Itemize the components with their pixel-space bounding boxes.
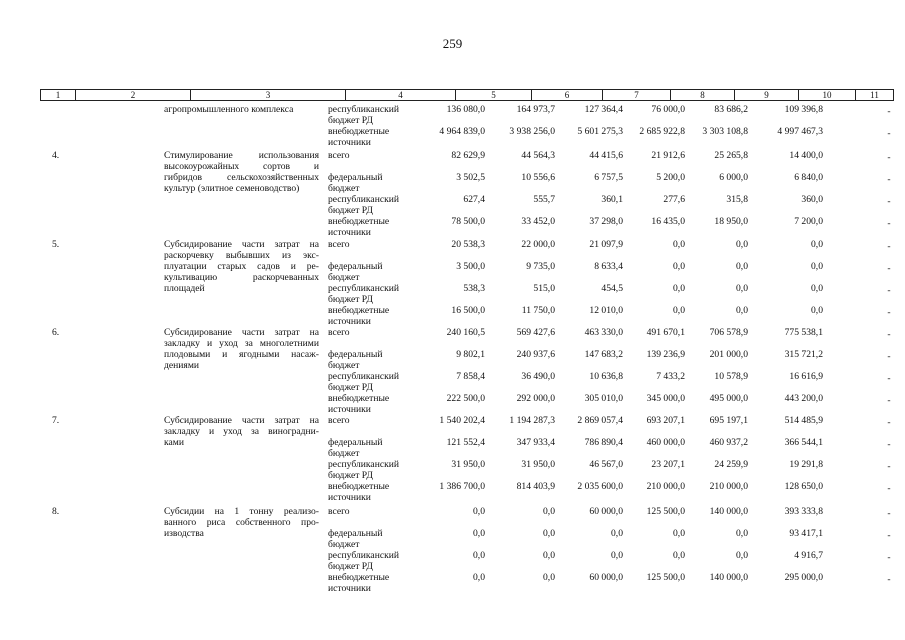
funding-source: бюджет РД <box>328 470 373 481</box>
funding-source: всего <box>328 150 350 161</box>
empty-marker: - <box>887 439 891 450</box>
measure-description: культивацию раскорчеванных <box>164 272 319 283</box>
value-cell: 10 578,9 <box>714 371 748 382</box>
value-cell: 6 000,0 <box>719 172 748 183</box>
column-header: 3 <box>191 90 346 101</box>
value-cell: 21 912,6 <box>651 150 685 161</box>
column-header: 1 <box>41 90 76 101</box>
value-cell: 21 097,9 <box>589 239 623 250</box>
funding-source: источники <box>328 137 371 148</box>
value-cell: 786 890,4 <box>584 437 623 448</box>
measure-description: дениями <box>164 360 200 371</box>
value-cell: 31 950,0 <box>451 459 485 470</box>
measure-description: ванного риса собственного про- <box>164 517 319 528</box>
funding-source: источники <box>328 404 371 415</box>
value-cell: 222 500,0 <box>446 393 485 404</box>
measure-description: раскорчевку выбывших из экс- <box>164 250 319 261</box>
value-cell: 12 010,0 <box>589 305 623 316</box>
measure-description: культур (элитное семеноводство) <box>164 183 300 194</box>
value-cell: 201 000,0 <box>709 349 748 360</box>
value-cell: 125 500,0 <box>646 506 685 517</box>
value-cell: 514 485,9 <box>784 415 823 426</box>
value-cell: 0,0 <box>673 550 685 561</box>
value-cell: 292 000,0 <box>516 393 555 404</box>
empty-marker: - <box>887 106 891 117</box>
value-cell: 277,6 <box>663 194 685 205</box>
value-cell: 0,0 <box>673 283 685 294</box>
value-cell: 4 916,7 <box>794 550 823 561</box>
funding-source: внебюджетные <box>328 481 390 492</box>
funding-source: внебюджетные <box>328 126 390 137</box>
measure-description: высокоурожайных сортов и <box>164 161 319 172</box>
value-cell: 6 757,5 <box>594 172 623 183</box>
funding-source: бюджет <box>328 183 360 194</box>
value-cell: 25 265,8 <box>714 150 748 161</box>
value-cell: 16 616,9 <box>789 371 823 382</box>
column-header: 7 <box>603 90 671 101</box>
value-cell: 5 601 275,3 <box>577 126 623 137</box>
value-cell: 495 000,0 <box>709 393 748 404</box>
value-cell: 0,0 <box>543 528 555 539</box>
empty-marker: - <box>887 373 891 384</box>
value-cell: 627,4 <box>463 194 485 205</box>
value-cell: 460 000,0 <box>646 437 685 448</box>
column-header: 5 <box>456 90 532 101</box>
funding-source: бюджет <box>328 539 360 550</box>
value-cell: 18 950,0 <box>714 216 748 227</box>
value-cell: 125 500,0 <box>646 572 685 583</box>
value-cell: 6 840,0 <box>794 172 823 183</box>
row-number: 4. <box>52 150 60 161</box>
value-cell: 1 386 700,0 <box>439 481 485 492</box>
value-cell: 555,7 <box>533 194 555 205</box>
empty-marker: - <box>887 285 891 296</box>
value-cell: 3 502,5 <box>456 172 485 183</box>
page-number: 259 <box>442 36 463 51</box>
value-cell: 7 200,0 <box>794 216 823 227</box>
funding-source: внебюджетные <box>328 305 390 316</box>
column-header: 9 <box>735 90 799 101</box>
value-cell: 0,0 <box>473 506 485 517</box>
measure-description: Субсидии на 1 тонну реализо- <box>164 506 319 517</box>
value-cell: 128 650,0 <box>784 481 823 492</box>
funding-source: бюджет РД <box>328 294 373 305</box>
funding-source: республиканский <box>328 104 400 115</box>
value-cell: 295 000,0 <box>784 572 823 583</box>
value-cell: 3 303 108,8 <box>702 126 748 137</box>
value-cell: 0,0 <box>673 528 685 539</box>
funding-source: источники <box>328 316 371 327</box>
funding-source: источники <box>328 492 371 503</box>
funding-source: федеральный <box>328 261 383 272</box>
row-number: 7. <box>52 415 60 426</box>
empty-marker: - <box>887 508 891 519</box>
value-cell: 7 858,4 <box>456 371 485 382</box>
funding-source: федеральный <box>328 349 383 360</box>
value-cell: 463 330,0 <box>584 327 623 338</box>
value-cell: 814 403,9 <box>516 481 555 492</box>
funding-source: республиканский <box>328 371 400 382</box>
value-cell: 60 000,0 <box>589 506 623 517</box>
value-cell: 10 636,8 <box>589 371 623 382</box>
column-header: 6 <box>532 90 603 101</box>
funding-source: бюджет РД <box>328 561 373 572</box>
value-cell: 240 160,5 <box>446 327 485 338</box>
value-cell: 0,0 <box>736 261 748 272</box>
value-cell: 3 938 256,0 <box>509 126 555 137</box>
value-cell: 347 933,4 <box>516 437 555 448</box>
funding-source: всего <box>328 415 350 426</box>
empty-marker: - <box>887 152 891 163</box>
value-cell: 83 686,2 <box>714 104 748 115</box>
funding-source: всего <box>328 239 350 250</box>
value-cell: 360,1 <box>601 194 623 205</box>
value-cell: 0,0 <box>473 572 485 583</box>
row-number: 8. <box>52 506 60 517</box>
value-cell: 11 750,0 <box>521 305 555 316</box>
measure-description: ками <box>164 437 184 448</box>
value-cell: 0,0 <box>673 261 685 272</box>
value-cell: 305 010,0 <box>584 393 623 404</box>
empty-marker: - <box>887 174 891 185</box>
funding-source: бюджет РД <box>328 382 373 393</box>
measure-description: агропромышленного комплекса <box>164 104 294 115</box>
column-header: 10 <box>799 90 856 101</box>
value-cell: 9 735,0 <box>526 261 555 272</box>
value-cell: 140 000,0 <box>709 572 748 583</box>
funding-source: источники <box>328 583 371 594</box>
funding-source: бюджет <box>328 360 360 371</box>
value-cell: 24 259,9 <box>714 459 748 470</box>
measure-description: гибридов сельскохозяйственных <box>164 172 319 183</box>
value-cell: 4 964 839,0 <box>439 126 485 137</box>
value-cell: 3 500,0 <box>456 261 485 272</box>
value-cell: 2 869 057,4 <box>577 415 623 426</box>
funding-source: бюджет <box>328 448 360 459</box>
value-cell: 315,8 <box>726 194 748 205</box>
value-cell: 360,0 <box>801 194 823 205</box>
measure-description: изводства <box>164 528 204 539</box>
value-cell: 491 670,1 <box>646 327 685 338</box>
value-cell: 240 937,6 <box>516 349 555 360</box>
value-cell: 0,0 <box>736 283 748 294</box>
funding-source: всего <box>328 506 350 517</box>
measure-description: площадей <box>164 283 205 294</box>
value-cell: 78 500,0 <box>451 216 485 227</box>
value-cell: 140 000,0 <box>709 506 748 517</box>
value-cell: 93 417,1 <box>789 528 823 539</box>
value-cell: 10 556,6 <box>521 172 555 183</box>
value-cell: 44 564,3 <box>521 150 555 161</box>
value-cell: 0,0 <box>473 550 485 561</box>
measure-description: закладку и уход за виноградни- <box>164 426 319 437</box>
value-cell: 2 685 922,8 <box>639 126 685 137</box>
value-cell: 695 197,1 <box>709 415 748 426</box>
value-cell: 16 500,0 <box>451 305 485 316</box>
value-cell: 20 538,3 <box>451 239 485 250</box>
value-cell: 0,0 <box>811 283 823 294</box>
empty-marker: - <box>887 461 891 472</box>
empty-marker: - <box>887 395 891 406</box>
value-cell: 8 633,4 <box>594 261 623 272</box>
row-number: 5. <box>52 239 60 250</box>
value-cell: 16 435,0 <box>651 216 685 227</box>
value-cell: 0,0 <box>611 528 623 539</box>
value-cell: 76 000,0 <box>651 104 685 115</box>
value-cell: 0,0 <box>811 239 823 250</box>
value-cell: 0,0 <box>673 305 685 316</box>
measure-description: Субсидирование части затрат на <box>164 415 319 426</box>
value-cell: 147 683,2 <box>584 349 623 360</box>
empty-marker: - <box>887 218 891 229</box>
empty-marker: - <box>887 241 891 252</box>
value-cell: 454,5 <box>601 283 623 294</box>
funding-source: республиканский <box>328 550 400 561</box>
value-cell: 1 194 287,3 <box>509 415 555 426</box>
value-cell: 0,0 <box>543 572 555 583</box>
value-cell: 0,0 <box>736 305 748 316</box>
value-cell: 515,0 <box>533 283 555 294</box>
funding-source: федеральный <box>328 528 383 539</box>
value-cell: 9 802,1 <box>456 349 485 360</box>
value-cell: 60 000,0 <box>589 572 623 583</box>
empty-marker: - <box>887 128 891 139</box>
value-cell: 569 427,6 <box>516 327 555 338</box>
measure-description: Стимулирование использования <box>164 150 319 161</box>
measure-description: плуатации старых садов и ре- <box>164 261 319 272</box>
value-cell: 31 950,0 <box>521 459 555 470</box>
funding-source: бюджет РД <box>328 205 373 216</box>
value-cell: 109 396,8 <box>784 104 823 115</box>
column-header: 2 <box>76 90 191 101</box>
empty-marker: - <box>887 307 891 318</box>
empty-marker: - <box>887 483 891 494</box>
value-cell: 538,3 <box>463 283 485 294</box>
value-cell: 22 000,0 <box>521 239 555 250</box>
value-cell: 0,0 <box>736 239 748 250</box>
value-cell: 2 035 600,0 <box>577 481 623 492</box>
value-cell: 4 997 467,3 <box>777 126 823 137</box>
empty-marker: - <box>887 263 891 274</box>
value-cell: 14 400,0 <box>789 150 823 161</box>
value-cell: 7 433,2 <box>656 371 685 382</box>
measure-description: Субсидирование части затрат на <box>164 327 319 338</box>
column-header: 11 <box>856 90 894 101</box>
value-cell: 443 200,0 <box>784 393 823 404</box>
measure-description: Субсидирование части затрат на <box>164 239 319 250</box>
value-cell: 1 540 202,4 <box>439 415 485 426</box>
value-cell: 0,0 <box>543 550 555 561</box>
funding-source: бюджет <box>328 272 360 283</box>
value-cell: 345 000,0 <box>646 393 685 404</box>
value-cell: 139 236,9 <box>646 349 685 360</box>
value-cell: 5 200,0 <box>656 172 685 183</box>
funding-source: внебюджетные <box>328 216 390 227</box>
value-cell: 0,0 <box>473 528 485 539</box>
empty-marker: - <box>887 329 891 340</box>
empty-marker: - <box>887 574 891 585</box>
value-cell: 0,0 <box>811 261 823 272</box>
value-cell: 36 490,0 <box>521 371 555 382</box>
value-cell: 0,0 <box>736 550 748 561</box>
funding-source: республиканский <box>328 459 400 470</box>
value-cell: 0,0 <box>811 305 823 316</box>
funding-source: федеральный <box>328 172 383 183</box>
value-cell: 693 207,1 <box>646 415 685 426</box>
value-cell: 37 298,0 <box>589 216 623 227</box>
value-cell: 0,0 <box>611 550 623 561</box>
value-cell: 0,0 <box>736 528 748 539</box>
value-cell: 136 080,0 <box>446 104 485 115</box>
column-header: 4 <box>346 90 456 101</box>
value-cell: 706 578,9 <box>709 327 748 338</box>
value-cell: 19 291,8 <box>789 459 823 470</box>
value-cell: 210 000,0 <box>646 481 685 492</box>
funding-source: внебюджетные <box>328 393 390 404</box>
row-number: 6. <box>52 327 60 338</box>
value-cell: 164 973,7 <box>516 104 555 115</box>
value-cell: 775 538,1 <box>784 327 823 338</box>
value-cell: 315 721,2 <box>784 349 823 360</box>
value-cell: 393 333,8 <box>784 506 823 517</box>
value-cell: 23 207,1 <box>651 459 685 470</box>
column-header: 8 <box>671 90 735 101</box>
funding-source: внебюджетные <box>328 572 390 583</box>
value-cell: 46 567,0 <box>589 459 623 470</box>
measure-description: плодовыми и ягодными насаж- <box>164 349 319 360</box>
value-cell: 0,0 <box>543 506 555 517</box>
value-cell: 44 415,6 <box>589 150 623 161</box>
value-cell: 121 552,4 <box>446 437 485 448</box>
funding-source: республиканский <box>328 283 400 294</box>
empty-marker: - <box>887 196 891 207</box>
value-cell: 0,0 <box>673 239 685 250</box>
funding-source: федеральный <box>328 437 383 448</box>
value-cell: 210 000,0 <box>709 481 748 492</box>
empty-marker: - <box>887 530 891 541</box>
empty-marker: - <box>887 417 891 428</box>
empty-marker: - <box>887 552 891 563</box>
value-cell: 127 364,4 <box>584 104 623 115</box>
value-cell: 460 937,2 <box>709 437 748 448</box>
funding-source: источники <box>328 227 371 238</box>
funding-source: всего <box>328 327 350 338</box>
funding-source: бюджет РД <box>328 115 373 126</box>
empty-marker: - <box>887 351 891 362</box>
value-cell: 366 544,1 <box>784 437 823 448</box>
value-cell: 33 452,0 <box>521 216 555 227</box>
value-cell: 82 629,9 <box>451 150 485 161</box>
funding-source: республиканский <box>328 194 400 205</box>
measure-description: закладку и уход за многолетними <box>164 338 319 349</box>
